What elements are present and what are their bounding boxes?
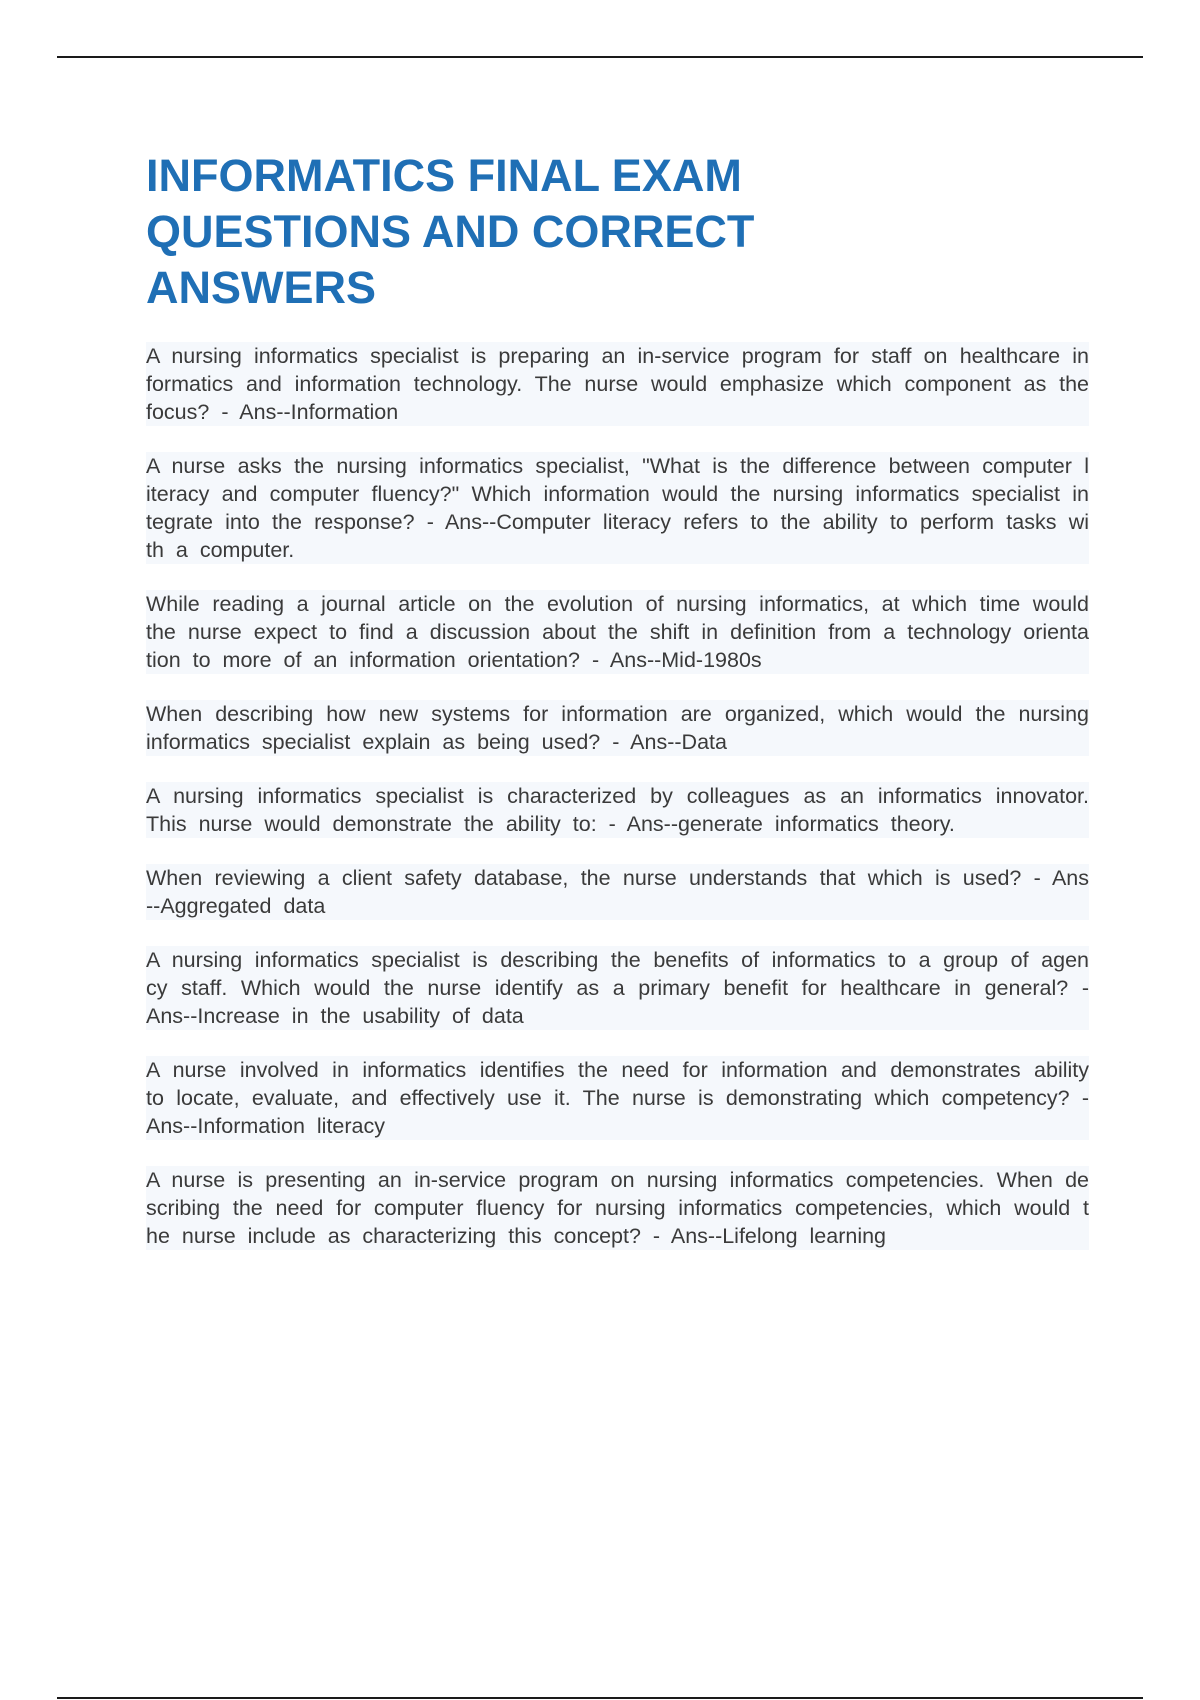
qa-item (146, 1166, 1089, 1250)
question-text: When reviewing a client safety database, the nurse understands that which is used? (146, 866, 1022, 890)
question-text: While reading a journal article on the evolution of nursing informatics, at which time would the nurse expect to find a discussion about the shift in definition from a technology orientation to more of an information orientation? (146, 592, 1089, 672)
question-text: A nurse is presenting an in-service program on nursing informatics competencies. When describing the need for computer fluency for nursing informatics competencies, which would the nurse include as characterizing this concept? (146, 1168, 1089, 1248)
footer-rule (57, 1697, 1143, 1699)
answer-text: - Ans--Increase in the usability of data (146, 976, 1089, 1028)
question-text: A nurse involved in informatics identifies the need for information and demonstrates ability to locate, evaluate, and effectively use it. The nurse is demonstrating which competency? (146, 1058, 1089, 1110)
qa-item (146, 782, 1089, 838)
question-text: When describing how new systems for information are organized, which would the nursing informatics specialist explain as being used? (146, 702, 1089, 754)
answer-text: - Ans--Information (209, 400, 399, 424)
answer-text: - Ans--generate informatics theory. (596, 812, 955, 836)
answer-text: - Ans--Data (600, 730, 727, 754)
answer-text: - Ans--Computer literacy refers to the ability to perform tasks with a computer. (146, 510, 1090, 562)
question-text: A nursing informatics specialist is preparing an in-service program for staff on healthcare informatics and information technology. The nurse would emphasize which component as the focus? (146, 344, 1089, 424)
header-rule (57, 56, 1143, 58)
qa-item (146, 590, 1089, 674)
question-text: A nurse asks the nursing informatics specialist, "What is the difference between computer literacy and computer fluency?" Which information would the nursing informatics specialist integrate into the response? (146, 454, 1089, 534)
qa-item (146, 342, 1089, 426)
answer-text: - Ans--Aggregated data (146, 866, 1089, 918)
answer-text: - Ans--Information literacy (146, 1086, 1089, 1138)
qa-item (146, 452, 1089, 564)
qa-item (146, 700, 1089, 756)
answer-text: - Ans--Lifelong learning (640, 1224, 887, 1248)
qa-item (146, 1056, 1089, 1140)
qa-item (146, 946, 1089, 1030)
qa-item (146, 864, 1089, 920)
document-title: INFORMATICS FINAL EXAM QUESTIONS AND CORRECT ANSWERS (146, 150, 755, 313)
question-text: A nursing informatics specialist is describing the benefits of informatics to a group of agency staff. Which would the nurse identify as a primary benefit for healthcare in general? (146, 948, 1089, 1000)
answer-text: - Ans--Mid-1980s (579, 648, 762, 672)
document-body (146, 148, 1089, 1276)
question-text: A nursing informatics specialist is characterized by colleagues as an informatics innovator. This nurse would demonstrate the ability to: (146, 784, 1089, 836)
